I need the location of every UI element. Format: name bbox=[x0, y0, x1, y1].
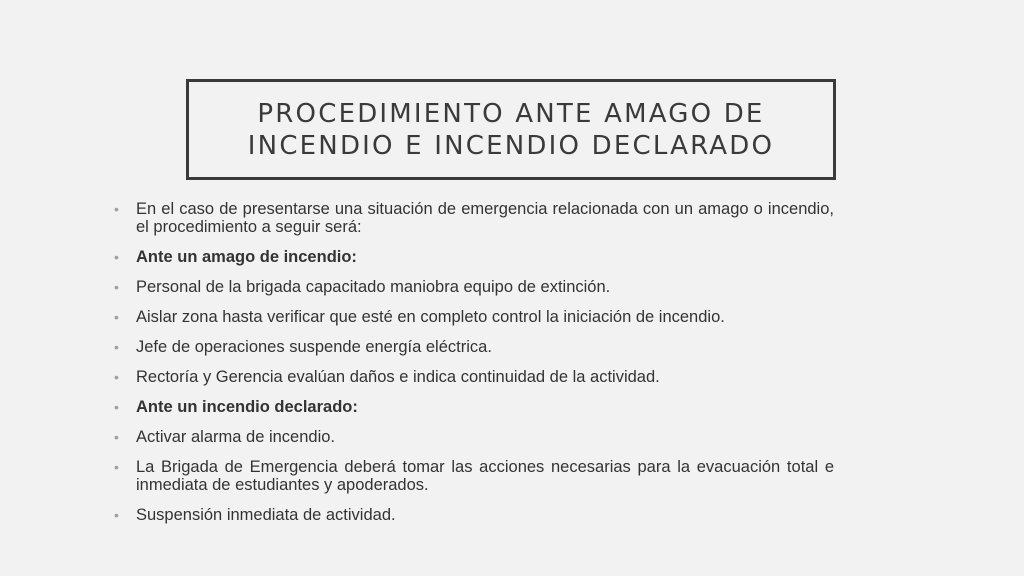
bullet-item bbox=[112, 458, 834, 494]
bullet-icon: • bbox=[114, 201, 119, 217]
bullet-item bbox=[112, 278, 834, 296]
bullet-item bbox=[112, 248, 834, 266]
bullet-icon: • bbox=[114, 429, 119, 445]
bullet-item bbox=[112, 200, 834, 236]
bullet-text: Ante un amago de incendio: bbox=[136, 248, 357, 266]
bullet-icon: • bbox=[114, 339, 119, 355]
bullet-icon: • bbox=[114, 507, 119, 523]
bullet-item bbox=[112, 368, 834, 386]
bullet-icon: • bbox=[114, 309, 119, 325]
bullet-text: En el caso de presentarse una situación de emergencia relacionada con un amago o incendio, el procedimiento a seguir será: bbox=[136, 200, 834, 236]
bullet-text: La Brigada de Emergencia deberá tomar las acciones necesarias para la evacuación total e inmediata de estudiantes y apoderados. bbox=[136, 458, 834, 494]
bullet-item bbox=[112, 398, 834, 416]
bullet-list bbox=[112, 200, 834, 536]
bullet-text: Suspensión inmediata de actividad. bbox=[136, 506, 396, 524]
bullet-icon: • bbox=[114, 279, 119, 295]
bullet-text: Aislar zona hasta verificar que esté en completo control la iniciación de incendio. bbox=[136, 308, 725, 326]
bullet-text: Rectoría y Gerencia evalúan daños e indica continuidad de la actividad. bbox=[136, 368, 660, 386]
bullet-text: Personal de la brigada capacitado maniobra equipo de extinción. bbox=[136, 278, 611, 296]
bullet-item bbox=[112, 338, 834, 356]
slide-title bbox=[248, 98, 774, 162]
bullet-item bbox=[112, 308, 834, 326]
bullet-item bbox=[112, 428, 834, 446]
slide-title-line-1: PROCEDIMIENTO ANTE AMAGO DE bbox=[257, 98, 765, 129]
bullet-text: Activar alarma de incendio. bbox=[136, 428, 336, 446]
bullet-icon: • bbox=[114, 369, 119, 385]
slide-title-box bbox=[186, 79, 836, 180]
bullet-icon: • bbox=[114, 399, 119, 415]
bullet-icon: • bbox=[114, 249, 119, 265]
bullet-text: Jefe de operaciones suspende energía eléctrica. bbox=[136, 338, 492, 356]
bullet-text: Ante un incendio declarado: bbox=[136, 398, 358, 416]
slide-title-line-2: INCENDIO E INCENDIO DECLARADO bbox=[247, 130, 775, 161]
bullet-item bbox=[112, 506, 834, 524]
bullet-icon: • bbox=[114, 459, 119, 475]
